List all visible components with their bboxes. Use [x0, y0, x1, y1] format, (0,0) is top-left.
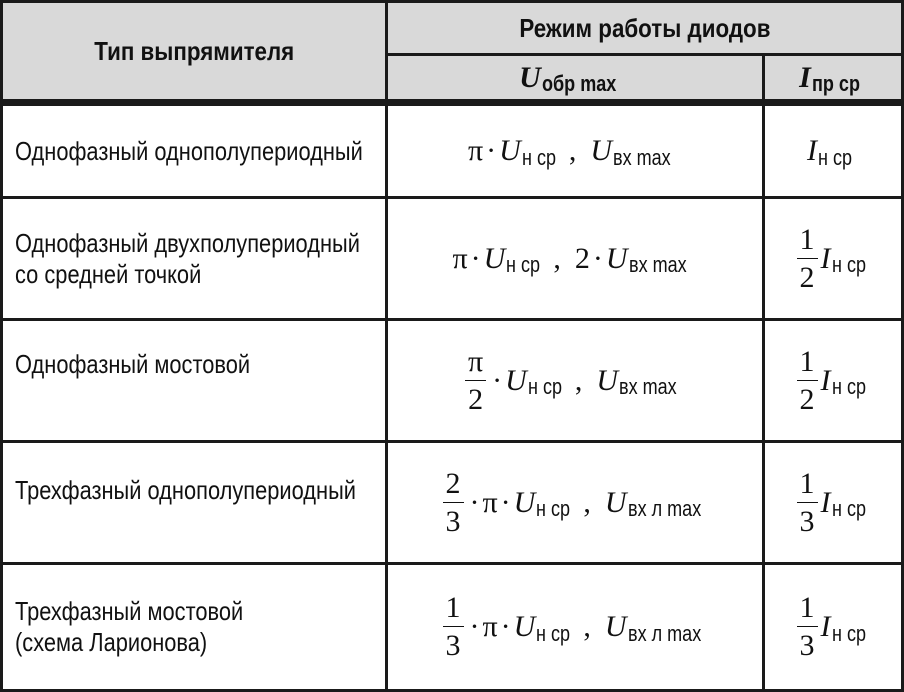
header-u-formula — [519, 58, 631, 97]
row-3-comma: , — [574, 363, 583, 397]
row-2-u-symbol: U — [483, 241, 506, 275]
row-4-i-symbol: I — [820, 485, 831, 519]
table-row-3-i — [765, 321, 901, 440]
header-i-subscript: пр ср — [811, 71, 860, 96]
row-1-dot: · — [486, 134, 497, 167]
row-1-u-sub: н ср — [521, 144, 556, 170]
row-3-i-fraction — [797, 344, 818, 416]
row-4-u-formula — [440, 466, 711, 538]
row-2-i-fraction — [797, 222, 818, 294]
row-5-u-denominator: 3 — [445, 629, 461, 662]
table-row-4-u — [388, 443, 762, 562]
row-5-i-formula — [794, 593, 873, 661]
row-3-i-symbol: I — [820, 363, 831, 397]
row-4-pi: π — [482, 485, 498, 519]
row-5-u2-symbol: U — [604, 610, 627, 643]
row-5-u-formula — [440, 593, 711, 661]
row-5-u-sub: н ср — [536, 620, 571, 646]
table-row-5-u — [388, 565, 762, 689]
header-u-cell — [388, 56, 762, 99]
row-2-pi: π — [452, 241, 468, 275]
table-row-5-i — [765, 565, 901, 689]
row-4-i-formula — [794, 466, 873, 538]
row-5-u-fraction — [443, 593, 464, 661]
header-i-formula — [799, 58, 867, 97]
row-4-comma: , — [583, 485, 591, 519]
header-diode-mode-label: Режим работы диодов — [518, 12, 771, 43]
table-row-3-u — [388, 321, 762, 440]
row-2-comma: , — [553, 241, 561, 275]
row-2-dot-2: · — [592, 241, 603, 275]
row-2-u2-symbol: U — [605, 241, 628, 275]
row-4-dot-2: · — [500, 485, 511, 519]
header-u-symbol: U — [519, 60, 541, 94]
row-4-u-symbol: U — [513, 485, 536, 519]
row-5-dot: · — [469, 610, 480, 643]
row-2-coef: 2 — [574, 241, 590, 275]
row-1-u2-symbol: U — [590, 134, 612, 167]
row-3-type-line-1: Однофазный мостовой — [15, 349, 251, 379]
row-3-i-formula — [794, 344, 873, 416]
header-diode-mode-cell — [388, 3, 901, 53]
row-5-dot-2: · — [500, 610, 511, 643]
row-3-u-denominator: 2 — [468, 382, 484, 416]
row-2-u-formula — [453, 239, 698, 278]
table-row-1-i — [765, 106, 901, 196]
row-2-i-denominator: 2 — [799, 260, 815, 294]
row-2-i-formula — [794, 222, 873, 294]
row-3-i-sub: н ср — [831, 374, 866, 399]
row-3-u2-symbol: U — [596, 363, 618, 397]
row-5-i-sub: н ср — [831, 620, 866, 646]
row-2-type-line-2: со средней точкой — [15, 258, 202, 289]
row-4-u-denominator: 3 — [445, 504, 461, 538]
row-4-type-line-1: Трехфазный однополупериодный — [15, 475, 356, 505]
table-row-1-type — [3, 106, 385, 196]
row-3-i-numerator: 1 — [797, 347, 818, 381]
row-5-type-line-2: (схема Ларионова) — [15, 627, 208, 657]
row-4-u2-sub: вх л max — [627, 496, 701, 521]
header-i-symbol: I — [799, 60, 811, 94]
row-5-u-symbol: U — [513, 610, 536, 643]
header-type-label: Тип выпрямителя — [94, 35, 294, 66]
row-5-pi: π — [482, 610, 498, 643]
table-row-2-type — [3, 199, 385, 318]
row-1-u-symbol: U — [499, 134, 521, 167]
row-5-i-numerator: 1 — [797, 593, 818, 627]
row-1-u2-sub: вх max — [613, 144, 671, 170]
row-3-i-denominator: 2 — [799, 382, 815, 416]
row-4-u-sub: н ср — [536, 496, 571, 521]
row-4-i-denominator: 3 — [799, 504, 815, 538]
row-4-u-fraction — [443, 466, 464, 538]
row-1-i-sub: н ср — [818, 144, 853, 170]
row-1-comma: , — [568, 134, 577, 167]
table-row-5-type — [3, 565, 385, 689]
row-3-u-sub: н ср — [527, 374, 562, 399]
row-2-u-sub: н ср — [506, 252, 541, 277]
row-2-i-symbol: I — [820, 241, 831, 275]
table-row-1-u — [388, 106, 762, 196]
table-row-4-i — [765, 443, 901, 562]
row-4-dot: · — [469, 485, 480, 519]
row-1-i-symbol: I — [807, 134, 817, 167]
row-4-u-numerator: 2 — [443, 469, 464, 503]
row-1-pi: π — [468, 134, 484, 167]
row-4-i-numerator: 1 — [797, 469, 818, 503]
row-5-i-denominator: 3 — [799, 629, 815, 662]
row-3-u-formula — [462, 344, 688, 416]
row-1-type-line-1: Однофазный однополупериодный — [15, 135, 363, 166]
row-5-u-numerator: 1 — [443, 593, 464, 627]
header-type-cell — [3, 3, 385, 99]
table-row-2-i — [765, 199, 901, 318]
row-2-i-sub: н ср — [831, 252, 866, 277]
row-5-i-fraction — [797, 593, 818, 661]
header-u-subscript: обр max — [541, 71, 617, 96]
row-1-u-formula — [468, 132, 682, 171]
row-4-i-sub: н ср — [831, 496, 866, 521]
row-5-comma: , — [583, 610, 591, 643]
row-3-u-symbol: U — [505, 363, 527, 397]
table-row-4-type — [3, 443, 385, 562]
row-5-type-line-1: Трехфазный мостовой — [15, 596, 244, 626]
row-2-type-line-1: Однофазный двухполупериодный — [15, 227, 360, 258]
header-i-cell — [765, 56, 901, 99]
row-3-dot: · — [492, 363, 503, 397]
row-4-i-fraction — [797, 466, 818, 538]
row-4-u2-symbol: U — [604, 485, 627, 519]
table-row-2-u — [388, 199, 762, 318]
table-row-3-type — [3, 321, 385, 440]
row-5-i-symbol: I — [820, 610, 831, 643]
row-2-i-numerator: 1 — [797, 225, 818, 259]
row-5-u2-sub: вх л max — [627, 620, 701, 646]
row-2-dot: · — [470, 241, 481, 275]
row-3-u2-sub: вх max — [619, 374, 677, 399]
row-1-i-formula — [807, 132, 859, 171]
row-3-u-numerator: π — [465, 347, 486, 381]
row-3-u-fraction — [465, 344, 486, 416]
row-2-u2-sub: вх max — [628, 252, 687, 277]
